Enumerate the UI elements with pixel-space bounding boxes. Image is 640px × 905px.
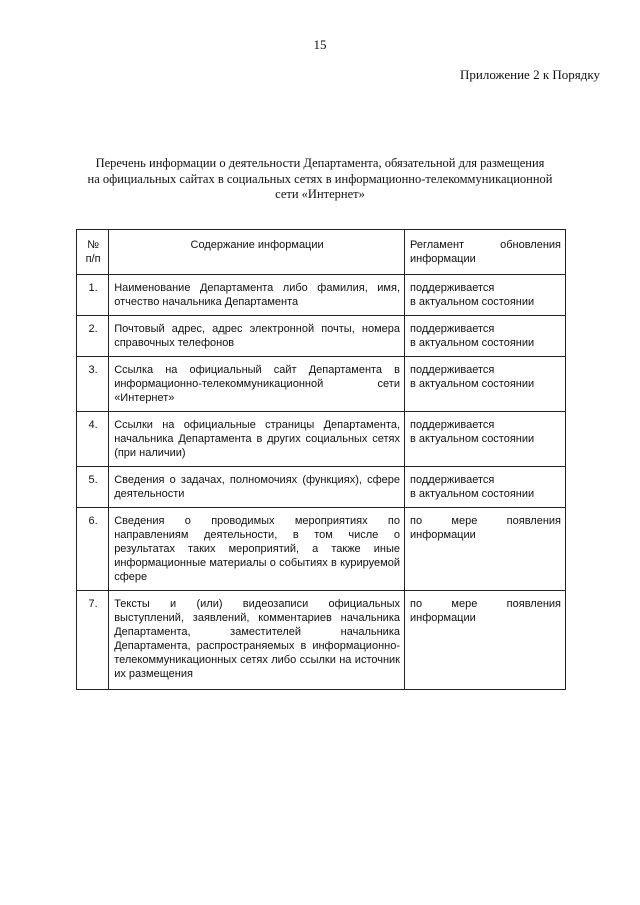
title-line-1: Перечень информации о деятельности Департамента, обязательной для размещения	[95, 156, 545, 170]
row-regulation	[405, 467, 566, 508]
table-row	[77, 357, 566, 412]
title-line-3: сети «Интернет»	[275, 187, 365, 201]
row-number: 3.	[77, 357, 109, 412]
title-line-2: на официальных сайтах в социальных сетях в информационно-телекоммуникационной	[87, 171, 553, 186]
regulation-line-2: в актуальном состоянии	[410, 378, 535, 390]
page-number: 15	[313, 37, 327, 52]
table-header-row	[77, 230, 566, 275]
row-regulation	[405, 412, 566, 467]
header-regulation	[405, 230, 566, 275]
regulation-line-2: в актуальном состоянии	[410, 433, 535, 445]
row-content: Почтовый адрес, адрес электронной почты, номера справочных телефонов	[109, 316, 405, 357]
header-regulation-line-2: информации	[410, 253, 476, 265]
row-regulation	[405, 316, 566, 357]
row-content: Наименование Департамента либо фамилия, имя, отчество начальника Департамента	[109, 275, 405, 316]
row-number: 6.	[77, 508, 109, 591]
table-row	[77, 316, 566, 357]
row-content: Сведения о проводимых мероприятиях по направлениям деятельности, в том числе о результатах таких мероприятий, а также иные информационные материалы о событиях в курируемой сфере	[109, 508, 405, 591]
row-content: Ссылки на официальные страницы Департамента, начальника Департамента в других социальных сетях (при наличии)	[109, 412, 405, 467]
table-row	[77, 591, 566, 690]
row-content: Тексты и (или) видеозаписи официальных выступлений, заявлений, комментариев начальника Департамента, заместителей начальника Департамента, распространяемых в информационно-телекоммуникационных сетях либо ссылки на источник их размещения	[109, 591, 405, 690]
row-regulation	[405, 275, 566, 316]
regulation-line-2: в актуальном состоянии	[410, 337, 535, 349]
row-content: Ссылка на официальный сайт Департамента в информационно-телекоммуникационной сети «Интернет»	[109, 357, 405, 412]
row-number: 2.	[77, 316, 109, 357]
header-number-line-1: №	[87, 239, 99, 251]
header-regulation-line-1: Регламент обновления	[410, 239, 561, 251]
header-content: Содержание информации	[109, 230, 405, 275]
table-row	[77, 508, 566, 591]
regulation-line-1: поддерживается	[410, 282, 495, 294]
information-table	[76, 229, 566, 690]
regulation-line-1: поддерживается	[410, 419, 495, 431]
document-title	[60, 156, 580, 203]
row-content: Сведения о задачах, полномочиях (функциях), сфере деятельности	[109, 467, 405, 508]
regulation-line-1: поддерживается	[410, 323, 495, 335]
appendix-label: Приложение 2 к Порядку	[460, 67, 600, 82]
row-number: 1.	[77, 275, 109, 316]
row-number: 5.	[77, 467, 109, 508]
row-regulation	[405, 357, 566, 412]
table-row	[77, 412, 566, 467]
regulation-line-2: в актуальном состоянии	[410, 488, 535, 500]
row-regulation: по мере появления информации	[405, 508, 566, 591]
row-regulation: по мере появления информации	[405, 591, 566, 690]
regulation-line-1: поддерживается	[410, 474, 495, 486]
row-number: 7.	[77, 591, 109, 690]
header-number	[77, 230, 109, 275]
table-row	[77, 467, 566, 508]
regulation-line-2: в актуальном состоянии	[410, 296, 535, 308]
header-number-line-2: п/п	[85, 253, 101, 265]
table-row	[77, 275, 566, 316]
regulation-line-1: поддерживается	[410, 364, 495, 376]
row-number: 4.	[77, 412, 109, 467]
